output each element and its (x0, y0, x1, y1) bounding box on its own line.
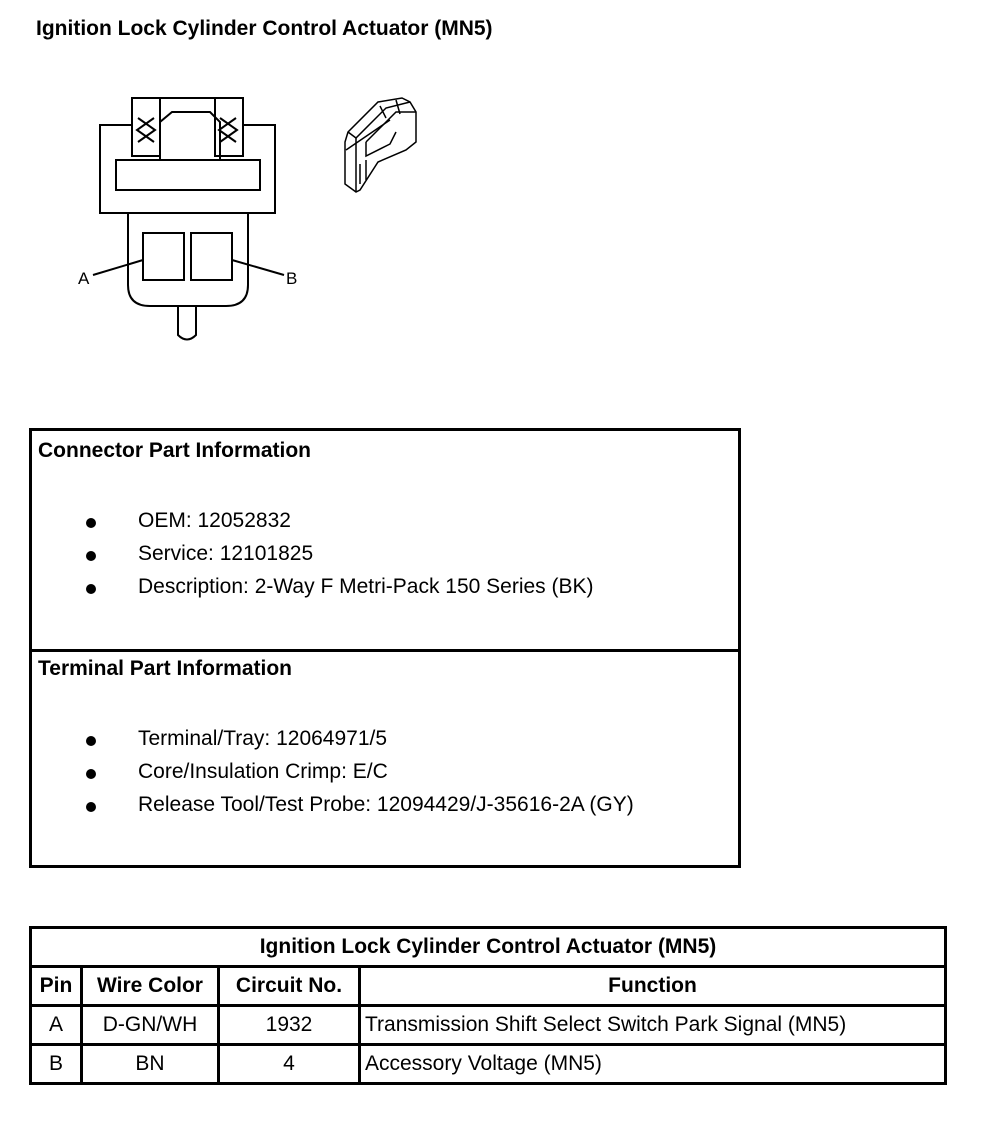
pin-label-a: A (78, 269, 90, 288)
wire-color-cell: BN (82, 1045, 219, 1084)
bullet-icon (86, 518, 96, 528)
bullet-icon (86, 769, 96, 779)
function-cell: Transmission Shift Select Switch Park Signal (MN5) (360, 1006, 946, 1045)
wire-color-cell: D-GN/WH (82, 1006, 219, 1045)
table-row (31, 1006, 946, 1045)
column-header-pin: Pin (31, 967, 82, 1006)
function-cell: Accessory Voltage (MN5) (360, 1045, 946, 1084)
page-title: Ignition Lock Cylinder Control Actuator (MN5) (36, 17, 493, 40)
part-info-box (29, 428, 741, 868)
table-caption-row (31, 928, 946, 967)
connector-face-view (93, 98, 284, 340)
bullet-icon (86, 802, 96, 812)
pin-cell: A (31, 1006, 82, 1045)
bullet-icon (86, 551, 96, 561)
circuit-no-cell: 1932 (219, 1006, 360, 1045)
pin-label-b: B (286, 269, 298, 288)
bullet-icon (86, 584, 96, 594)
terminal-info-heading: Terminal Part Information (38, 657, 292, 680)
table-caption: Ignition Lock Cylinder Control Actuator (MN5) (31, 928, 946, 967)
terminal-part-info: Terminal Part Information Terminal/Tray: 12064971/5 Core/Insulation Crimp: E/C Release Tool/Test Probe: 12094429/J-35616-2A (GY) (38, 657, 634, 816)
connector-part-info: Connector Part Information OEM: 12052832 Service: 12101825 Description: 2-Way F Metri-Pack 150 Series (BK) (32, 431, 738, 652)
circuit-no-cell: 4 (219, 1045, 360, 1084)
pin-cell: B (31, 1045, 82, 1084)
table-header-row (31, 967, 946, 1006)
connector-info-heading: Connector Part Information (38, 439, 312, 462)
table-row (31, 1045, 946, 1084)
bullet-icon (86, 736, 96, 746)
connector-diagram (60, 80, 460, 355)
connector-isometric-view (345, 98, 416, 192)
column-header-circuit-no: Circuit No. (219, 967, 360, 1006)
column-header-function: Function (360, 967, 946, 1006)
pin-table (29, 926, 947, 1085)
column-header-wire-color: Wire Color (82, 967, 219, 1006)
